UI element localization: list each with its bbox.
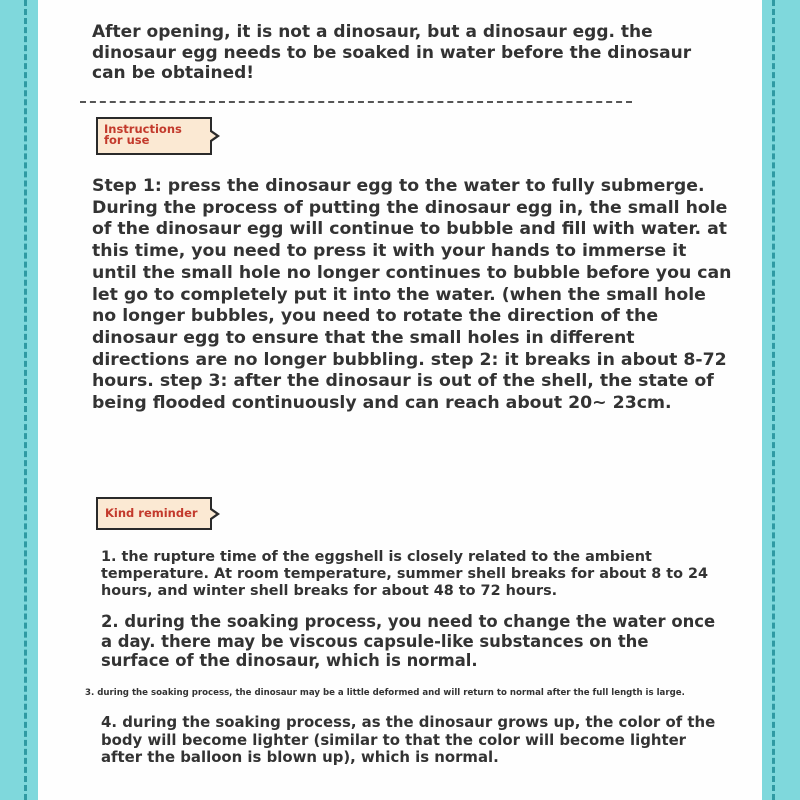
- reminder-item: 3. during the soaking process, the dinosaur may be a little deformed and will return to normal after the full length is large.: [85, 688, 685, 698]
- reminder-item: 4. during the soaking process, as the dinosaur grows up, the color of the body will become lighter (similar to that the color will become lighter after the balloon is blown up), which is normal.: [101, 713, 716, 766]
- dashed-divider: [80, 101, 632, 103]
- left-decorative-border: [0, 0, 38, 800]
- instructions-tag: [96, 117, 212, 155]
- right-decorative-border: [762, 0, 800, 800]
- reminder-item: 1. the rupture time of the eggshell is closely related to the ambient temperature. At room temperature, summer shell breaks for about 8 to 24 hours, and winter shell breaks for about 48 to 72 hours.: [101, 549, 709, 599]
- intro-text: After opening, it is not a dinosaur, but a dinosaur egg. the dinosaur egg needs to be soaked in water before the dinosaur can be obtained!: [92, 22, 692, 83]
- instructions-tag-label: Instructions for use: [104, 122, 182, 147]
- kind-reminder-tag-label: Kind reminder: [105, 506, 198, 520]
- reminder-item: 2. during the soaking process, you need to change the water once a day. there may be viscous capsule-like substances on the surface of the dinosaur, which is normal.: [101, 612, 716, 670]
- kind-reminder-tag: [96, 497, 212, 530]
- steps-text: Step 1: press the dinosaur egg to the water to fully submerge. During the process of putting the dinosaur egg in, the small hole of the dinosaur egg will continue to bubble and fill with water. at this time, you need to press it with your hands to immerse it until the small hole no longer continues to bubble before you can let go to completely put it into the water. (when the small hole no longer bubbles, you need to rotate the direction of the dinosaur egg to ensure that the small holes in different directions are no longer bubbling. step 2: it breaks in about 8-72 hours. step 3: after the dinosaur is out of the shell, the state of being flooded continuously and can reach about 20~ 23cm.: [92, 176, 732, 414]
